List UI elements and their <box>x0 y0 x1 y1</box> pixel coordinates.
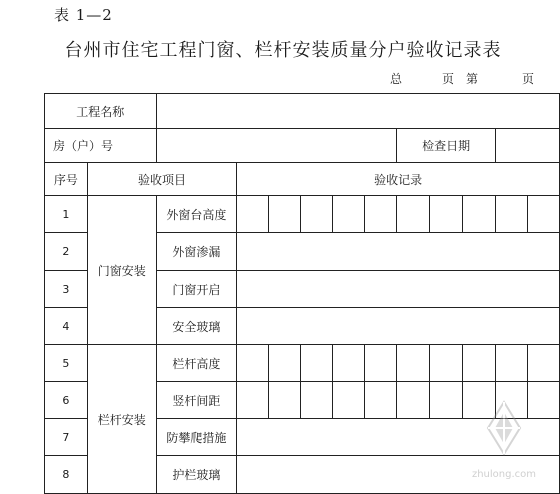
room-number-field[interactable] <box>156 129 397 163</box>
record-cell[interactable] <box>237 382 269 419</box>
record-cell[interactable] <box>333 382 365 419</box>
group-railing: 栏杆安装 <box>87 345 156 494</box>
page-unit-label-2: 页 <box>522 72 535 86</box>
watermark <box>462 400 546 480</box>
record-cell[interactable] <box>301 345 333 382</box>
record-cell[interactable] <box>463 345 496 382</box>
column-header-row <box>45 163 560 196</box>
record-cell[interactable] <box>527 196 559 233</box>
record-cell[interactable] <box>333 196 365 233</box>
record-header: 验收记录 <box>237 163 560 196</box>
record-cell[interactable] <box>527 345 559 382</box>
record-cell[interactable] <box>301 196 333 233</box>
record-cell[interactable] <box>269 196 301 233</box>
item-label: 门窗开启 <box>156 271 237 308</box>
row-number: 1 <box>45 196 88 233</box>
record-cell[interactable] <box>269 345 301 382</box>
page-number-label: 第 <box>466 72 479 86</box>
table-row <box>45 345 560 382</box>
seq-header: 序号 <box>45 163 88 196</box>
project-name-row <box>45 94 560 129</box>
record-cell[interactable] <box>365 382 397 419</box>
project-name-label: 工程名称 <box>45 94 157 129</box>
record-cell[interactable] <box>301 382 333 419</box>
item-label: 安全玻璃 <box>156 308 237 345</box>
record-cell[interactable] <box>237 196 269 233</box>
building-logo-icon <box>484 400 524 456</box>
item-label: 外窗渗漏 <box>156 233 237 271</box>
row-number: 6 <box>45 382 88 419</box>
record-cell[interactable] <box>463 196 496 233</box>
record-cell[interactable] <box>397 382 430 419</box>
page-unit-label: 页 <box>442 72 455 86</box>
record-cell[interactable] <box>237 345 269 382</box>
project-name-field[interactable] <box>156 94 559 129</box>
row-number: 8 <box>45 456 88 494</box>
item-label: 竖杆间距 <box>156 382 237 419</box>
room-row <box>45 129 560 163</box>
record-field[interactable] <box>237 271 560 308</box>
item-label: 防攀爬措施 <box>156 419 237 456</box>
check-date-field[interactable] <box>495 129 559 163</box>
row-number: 2 <box>45 233 88 271</box>
record-cell[interactable] <box>397 196 430 233</box>
row-number: 4 <box>45 308 88 345</box>
room-number-label: 房（户）号 <box>45 129 157 163</box>
item-header: 验收项目 <box>87 163 236 196</box>
record-field[interactable] <box>237 233 560 271</box>
record-cell[interactable] <box>430 196 463 233</box>
page-total-label: 总 <box>390 72 403 86</box>
table-row <box>45 196 560 233</box>
record-cell[interactable] <box>397 345 430 382</box>
record-cell[interactable] <box>333 345 365 382</box>
table-number: 表 1—2 <box>54 6 113 24</box>
item-label: 外窗台高度 <box>156 196 237 233</box>
group-door-window: 门窗安装 <box>87 196 156 345</box>
row-number: 5 <box>45 345 88 382</box>
item-label: 护栏玻璃 <box>156 456 237 494</box>
record-cell[interactable] <box>430 382 463 419</box>
record-cell[interactable] <box>365 196 397 233</box>
item-label: 栏杆高度 <box>156 345 237 382</box>
record-field[interactable] <box>237 308 560 345</box>
document-title: 台州市住宅工程门窗、栏杆安装质量分户验收记录表 <box>64 40 502 61</box>
watermark-text: zhulong.com <box>471 469 537 480</box>
record-cell[interactable] <box>495 196 527 233</box>
record-cell[interactable] <box>365 345 397 382</box>
check-date-label: 检查日期 <box>397 129 496 163</box>
record-cell[interactable] <box>495 345 527 382</box>
row-number: 3 <box>45 271 88 308</box>
row-number: 7 <box>45 419 88 456</box>
record-cell[interactable] <box>269 382 301 419</box>
record-cell[interactable] <box>430 345 463 382</box>
